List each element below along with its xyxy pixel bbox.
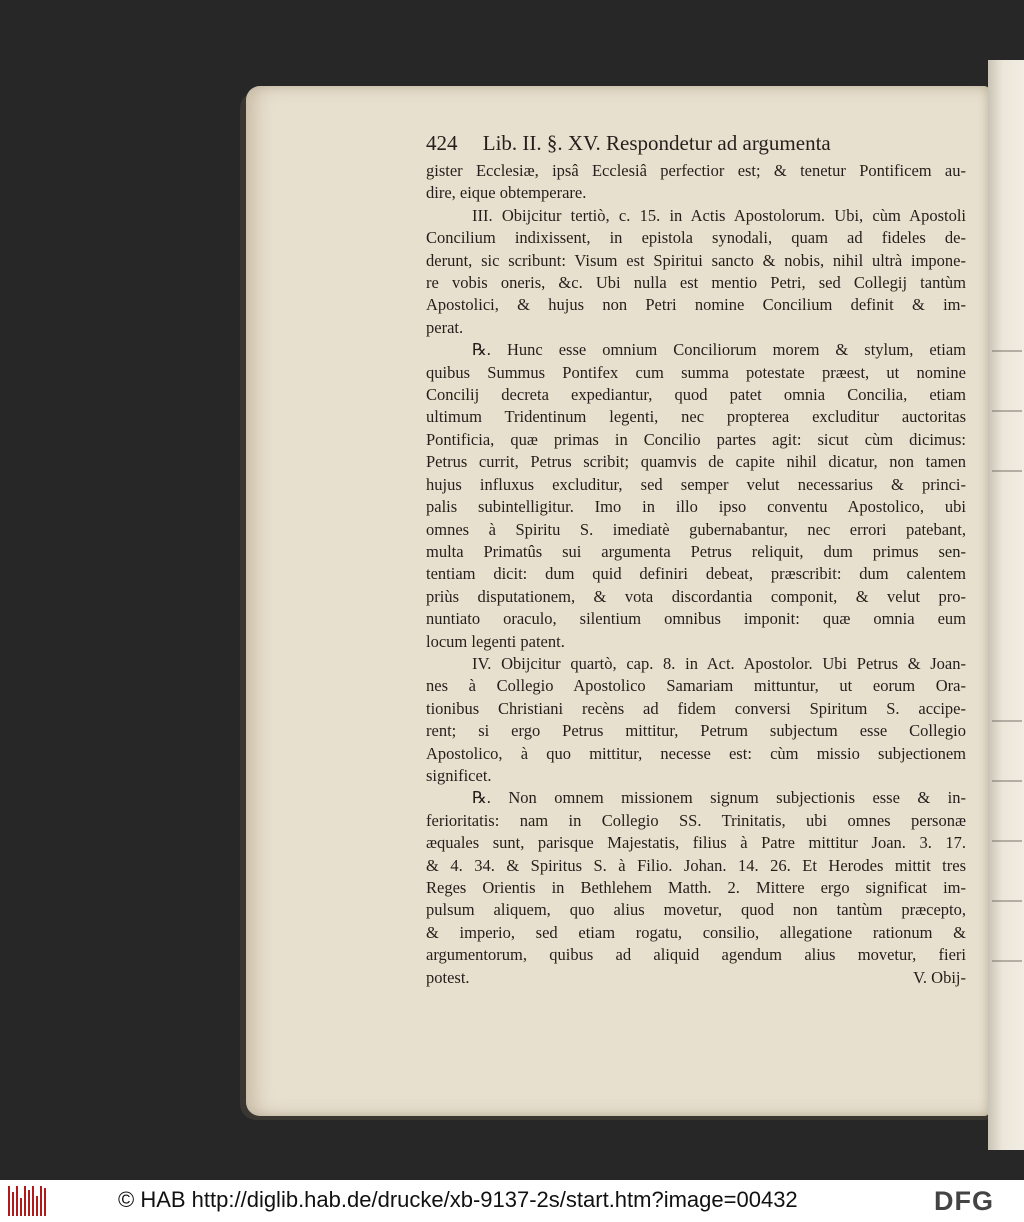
- text-line: significet.: [426, 765, 492, 785]
- page-number: 424: [426, 131, 458, 155]
- text-line: palis subintelligitur. Imo in illo ipso conventu Apostolico, ubi: [426, 497, 966, 517]
- text-line: Petrus currit, Petrus scribit; quamvis de capite nihil dicatur, non tamen: [426, 452, 966, 472]
- text-line: perat.: [426, 317, 464, 337]
- text-line: Pontificia, quæ primas in Concilio partes agit: sicut cùm dicimus:: [426, 429, 966, 449]
- text-line: omnes à Spiritu S. imediatè gubernabantur, nec errori patebant,: [426, 519, 966, 539]
- text-line: pulsum aliquem, quo alius movetur, quod non tantùm præcepto,: [426, 900, 966, 920]
- text-line: tionibus Christiani recèns ad fidem conversi Spiritum S. accipe-: [426, 698, 966, 718]
- text-line: ℞. Non omnem missionem signum subjectionis esse & in-: [472, 788, 966, 808]
- text-line: Concilij decreta expediantur, quod patet omnia Concilia, etiam: [426, 385, 966, 405]
- text-line: III. Obijcitur tertiò, c. 15. in Actis Apostolorum. Ubi, cùm Apostoli: [472, 205, 966, 225]
- text-line: rent; si ergo Petrus mittitur, Petrum subjectum esse Collegio: [426, 721, 966, 741]
- final-line: [426, 967, 966, 989]
- page-text: [426, 128, 966, 989]
- last-line: potest.: [426, 967, 470, 987]
- text-line: æquales sunt, parisque Majestatis, filius à Patre mittitur Joan. 3. 17.: [426, 833, 966, 853]
- text-line: locum legenti patent.: [426, 631, 565, 651]
- text-line: gister Ecclesiæ, ipsâ Ecclesiâ perfectior est; & tenetur Pontificem au-: [426, 161, 966, 180]
- text-line: ferioritatis: nam in Collegio SS. Trinitatis, ubi omnes personæ: [426, 810, 966, 830]
- catchword: V. Obij-: [913, 967, 966, 987]
- text-line: Concilium indixissent, in epistola synodali, quam ad fideles de-: [426, 228, 966, 248]
- text-line: derunt, sic scribunt: Visum est Spiritui sancto & nobis, nihil ultrà impone-: [426, 250, 966, 270]
- credit-text: © HAB http://diglib.hab.de/drucke/xb-9137-2s/start.htm?image=00432: [118, 1187, 798, 1212]
- text-line: multa Primatûs sui argumenta Petrus reliquit, dum primus sen-: [426, 541, 966, 561]
- text-lines: [426, 160, 966, 967]
- running-head: [426, 128, 966, 158]
- text-line: argumentorum, quibus ad aliquid agendum alius movetur, fieri: [426, 945, 966, 965]
- text-line: re vobis oneris, &c. Ubi nulla est mentio Petri, sed Collegij tantùm: [426, 273, 966, 293]
- barcode-icon: [8, 1186, 48, 1216]
- text-line: quibus Summus Pontifex cum summa potestate præest, ut nomine: [426, 362, 966, 382]
- next-page-edge: [988, 60, 1024, 1150]
- text-line: Apostolici, & hujus non Petri nomine Concilium definit & im-: [426, 295, 966, 315]
- text-line: ℞. Hunc esse omnium Conciliorum morem & stylum, etiam: [472, 340, 966, 360]
- text-line: Reges Orientis in Bethlehem Matth. 2. Mittere ergo significat im-: [426, 878, 966, 897]
- text-line: priùs disputationem, & vota discordantia componit, & velut pro-: [426, 586, 966, 606]
- text-line: Apostolico, à quo mittitur, necesse est: cùm missio subjectionem: [426, 743, 966, 763]
- text-line: dire, eique obtemperare.: [426, 183, 587, 203]
- text-line: hujus influxus excluditur, sed semper velut necessarius & princi-: [426, 474, 966, 494]
- text-line: & 4. 34. & Spiritus S. à Filio. Johan. 14. 26. Et Herodes mittit tres: [426, 855, 966, 875]
- text-line: nes à Collegio Apostolico Samariam mittuntur, ut eorum Ora-: [426, 676, 966, 696]
- text-line: ultimum Tridentinum legenti, nec propterea excluditur auctoritas: [426, 407, 966, 427]
- text-line: & imperio, sed etiam rogatu, consilio, allegatione rationum &: [426, 922, 966, 942]
- dfg-logo: DFG: [934, 1186, 994, 1216]
- running-title: Lib. II. §. XV. Respondetur ad argumenta: [482, 131, 831, 155]
- text-line: nuntiato oraculo, silentium omnibus imponit: quæ omnia eum: [426, 609, 966, 629]
- text-line: IV. Obijcitur quartò, cap. 8. in Act. Apostolor. Ubi Petrus & Joan-: [472, 653, 966, 673]
- footer-bar: [0, 1180, 1024, 1222]
- text-line: tentiam dicit: dum quid definiri debeat, præscribit: dum calentem: [426, 564, 966, 584]
